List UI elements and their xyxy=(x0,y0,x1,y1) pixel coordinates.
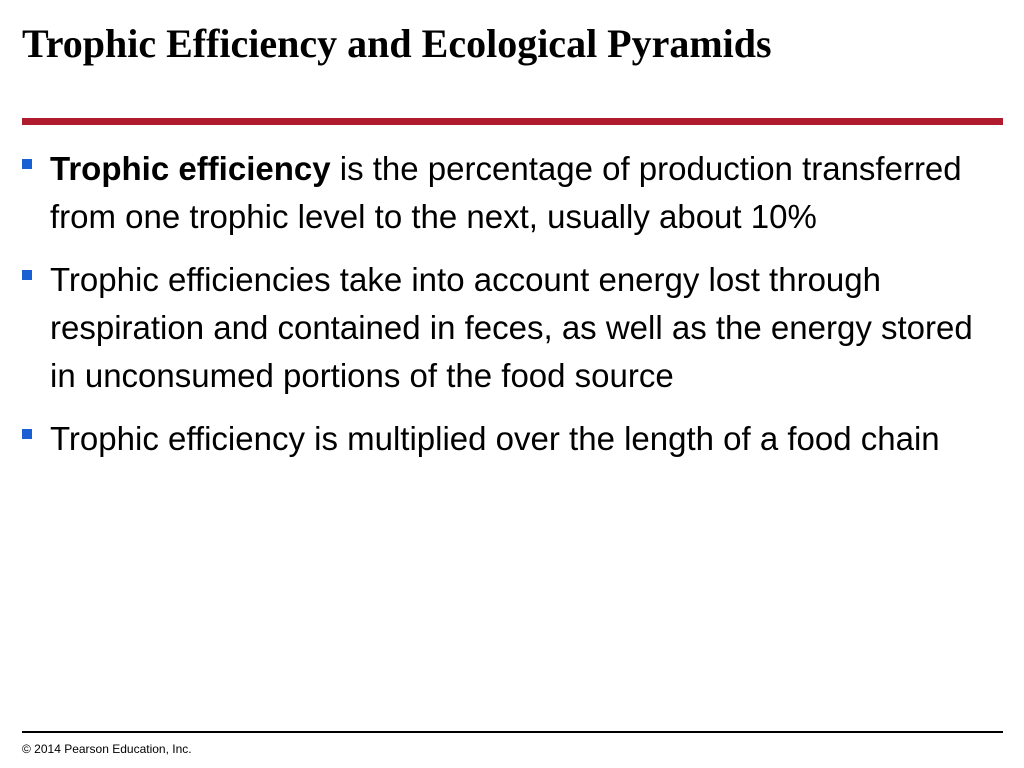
bullet-text: Trophic efficiencies take into account energy lost through respiration and contained in feces, as well as the energy stored in unconsumed portions of the food source xyxy=(50,261,973,394)
bullet-item-trophic-efficiency-definition xyxy=(22,145,982,241)
bullet-body: is the percentage of production transferred from one trophic level to the next, usually about 10% xyxy=(50,150,962,235)
bullet-text xyxy=(50,145,982,241)
bullet-item-energy-losses xyxy=(22,256,982,400)
bullet-item-food-chain xyxy=(22,415,982,463)
footer-divider xyxy=(22,731,1003,733)
square-bullet-icon xyxy=(22,429,32,439)
bullet-text: Trophic efficiency is multiplied over the length of a food chain xyxy=(50,420,940,457)
slide-title: Trophic Efficiency and Ecological Pyramids xyxy=(22,21,772,66)
square-bullet-icon xyxy=(22,270,32,280)
bullet-list xyxy=(22,145,982,478)
bullet-term: Trophic efficiency xyxy=(50,150,331,187)
square-bullet-icon xyxy=(22,159,32,169)
copyright-footer: © 2014 Pearson Education, Inc. xyxy=(22,742,192,756)
title-divider xyxy=(22,118,1003,125)
